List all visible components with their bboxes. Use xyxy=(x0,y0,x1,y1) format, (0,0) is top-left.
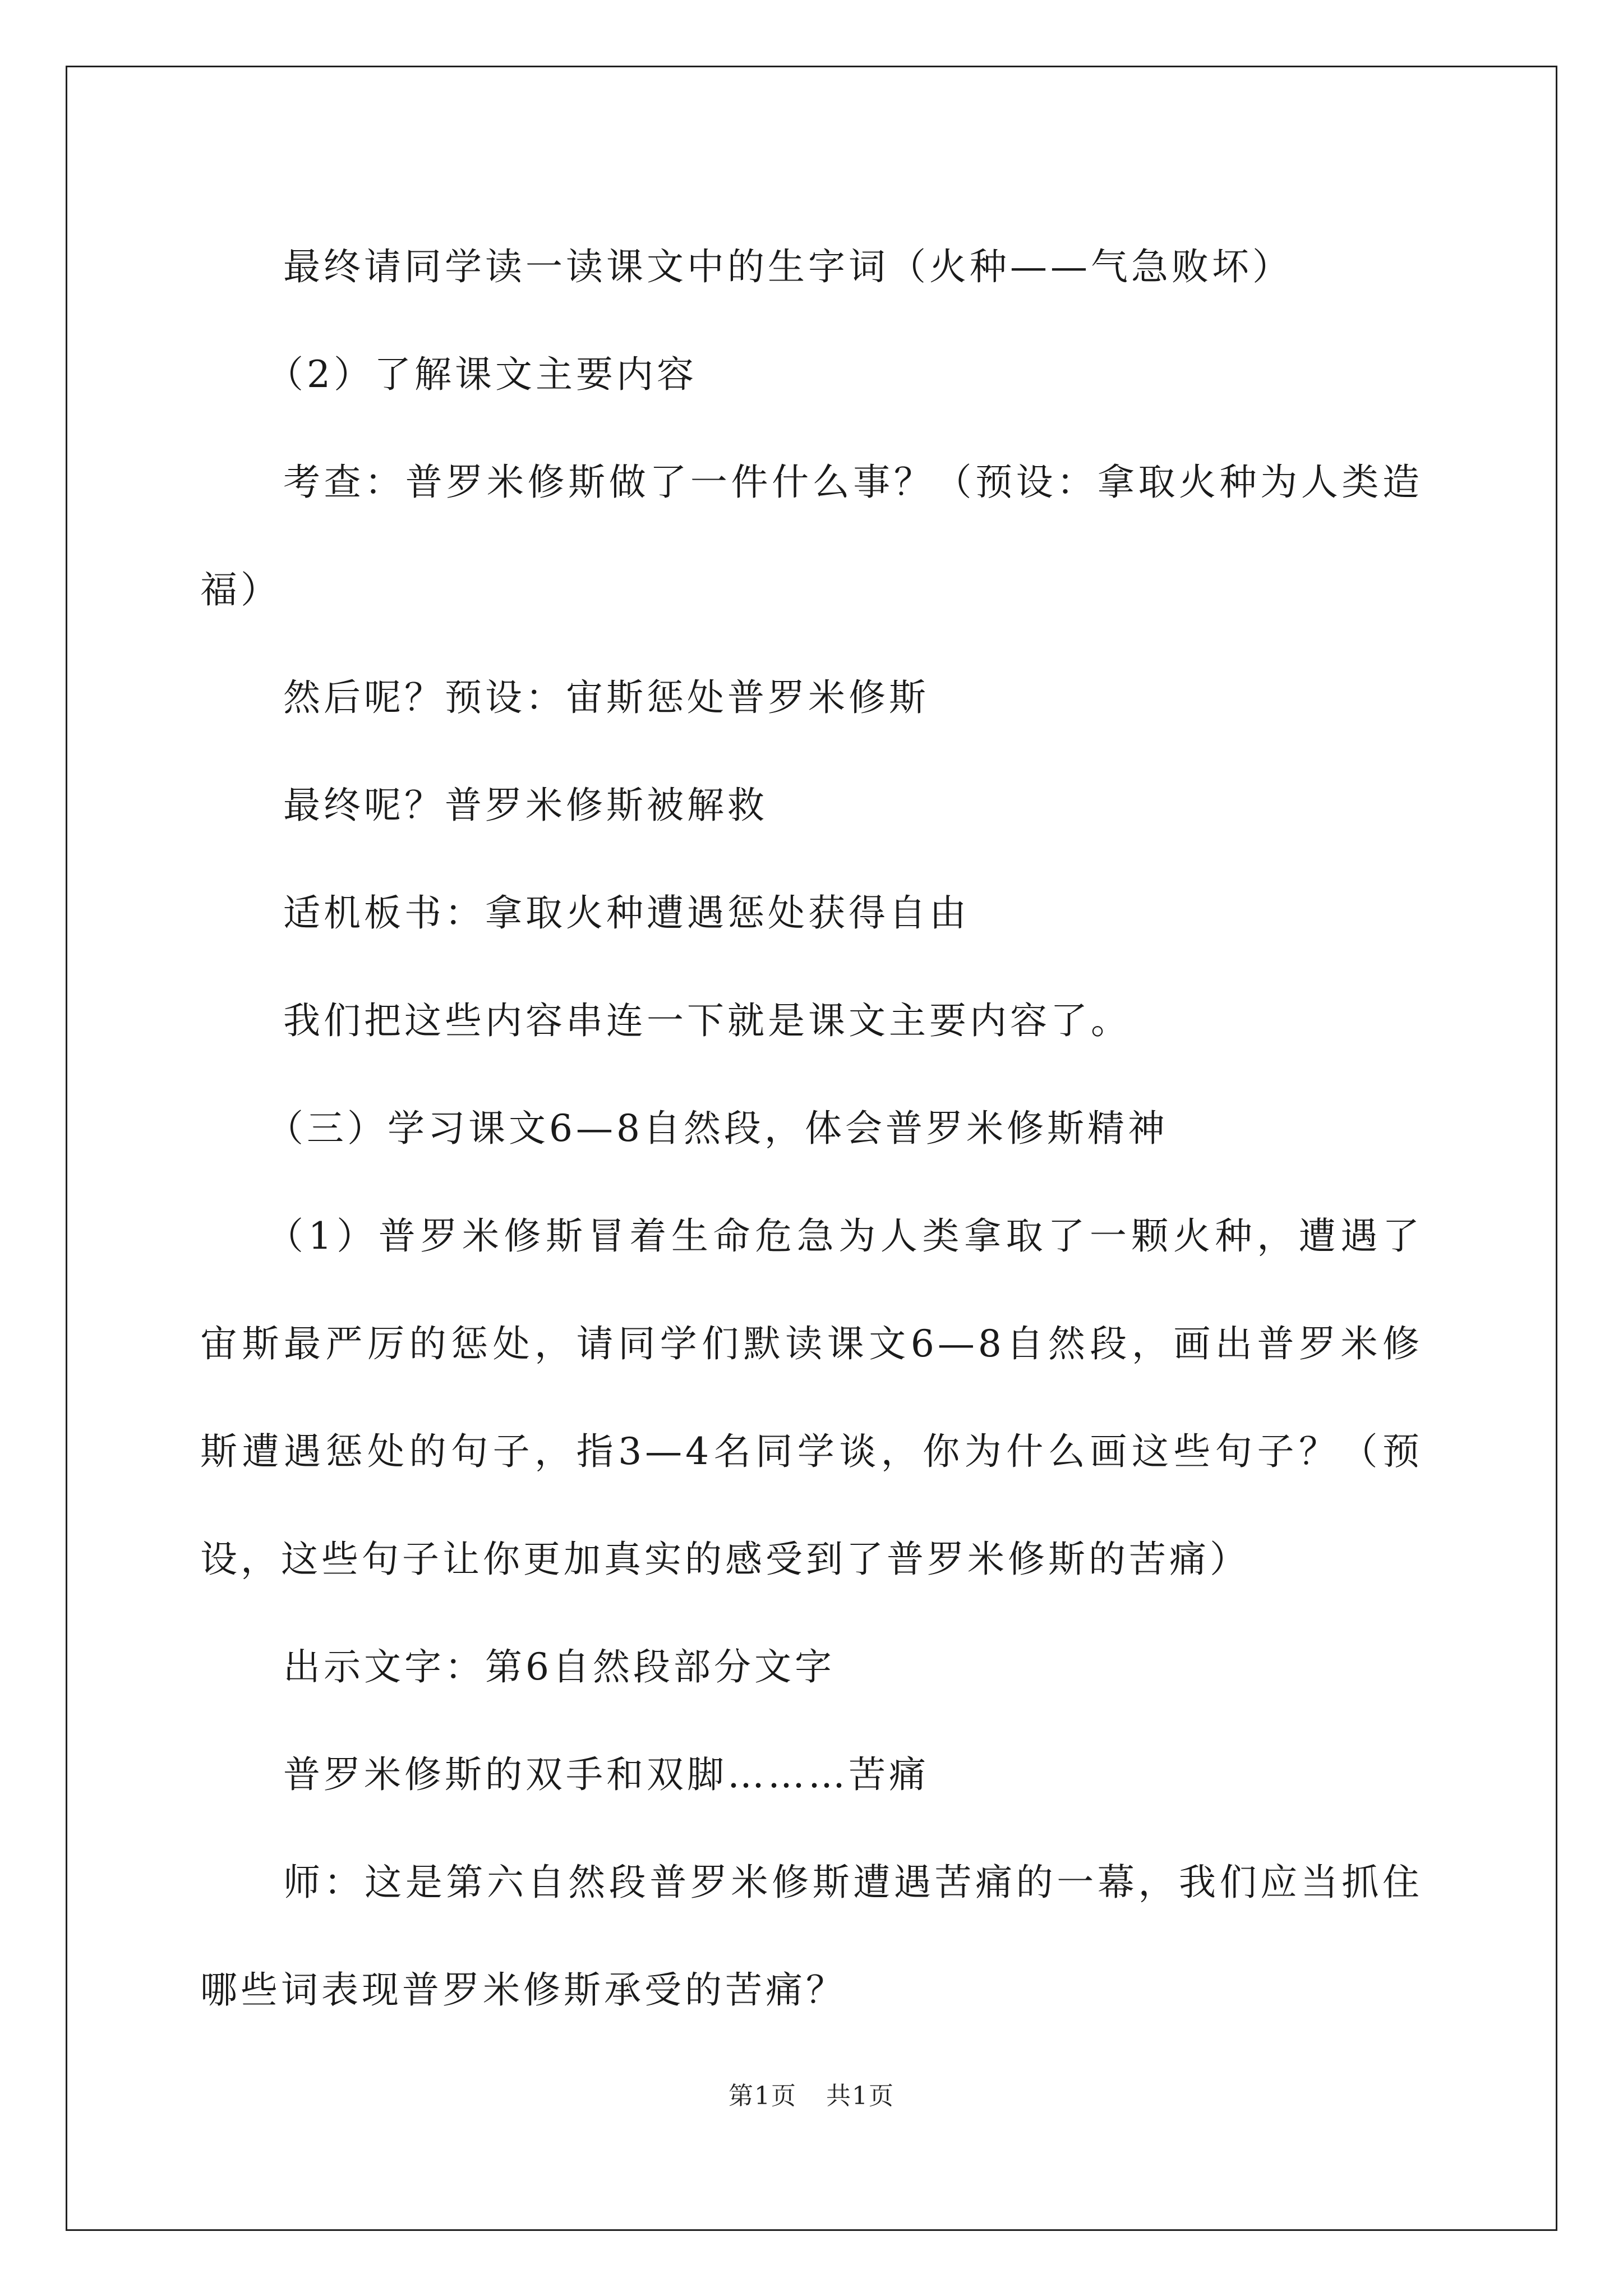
paragraph-teacher-prompt: 师：这是第六自然段普罗米修斯遭遇苦痛的一幕，我们应当抓住哪些词表现普罗米修斯承受的苦痛？ xyxy=(200,1861,1423,2012)
paragraph-main-content: 我们把这些内容串连一下就是课文主要内容了。 xyxy=(283,999,1131,1042)
document-body xyxy=(200,213,1423,2044)
paragraph-step-1: （1）普罗米修斯冒着生命危急为人类拿取了一颗火种，遭遇了宙斯最严厉的惩处，请同学们默读课文6—8自然段，画出普罗米修斯遭遇惩处的句子，指3—4名同学谈，你为什么画这些句子？（预设，这些句子让你更加真实的感受到了普罗米修斯的苦痛） xyxy=(200,1214,1423,1581)
paragraph-section-3-heading: （三）学习课文6—8自然段，体会普罗米修斯精神 xyxy=(266,1107,1168,1150)
paragraph-quote: 普罗米修斯的双手和双脚………苦痛 xyxy=(283,1753,929,1796)
paragraph-question-what-did-he-do: 考查：普罗米修斯做了一件什么事？（预设：拿取火种为人类造福） xyxy=(200,461,1423,611)
paragraph-board-notes: 适机板书：拿取火种遭遇惩处获得自由 xyxy=(283,891,970,935)
paragraph-read-vocabulary: 最终请同学读一读课文中的生字词（火种——气急败坏） xyxy=(283,245,1293,288)
page-total: 共1页 xyxy=(826,2082,895,2110)
page-footer xyxy=(0,2076,1623,2111)
paragraph-section-2-heading: （2）了解课文主要内容 xyxy=(266,353,697,396)
page-number: 第1页 xyxy=(728,2082,797,2110)
paragraph-question-finally: 最终呢？普罗米修斯被解救 xyxy=(283,784,768,827)
paragraph-show-text: 出示文字：第6自然段部分文字 xyxy=(283,1645,835,1688)
paragraph-question-then: 然后呢？预设：宙斯惩处普罗米修斯 xyxy=(283,676,929,719)
